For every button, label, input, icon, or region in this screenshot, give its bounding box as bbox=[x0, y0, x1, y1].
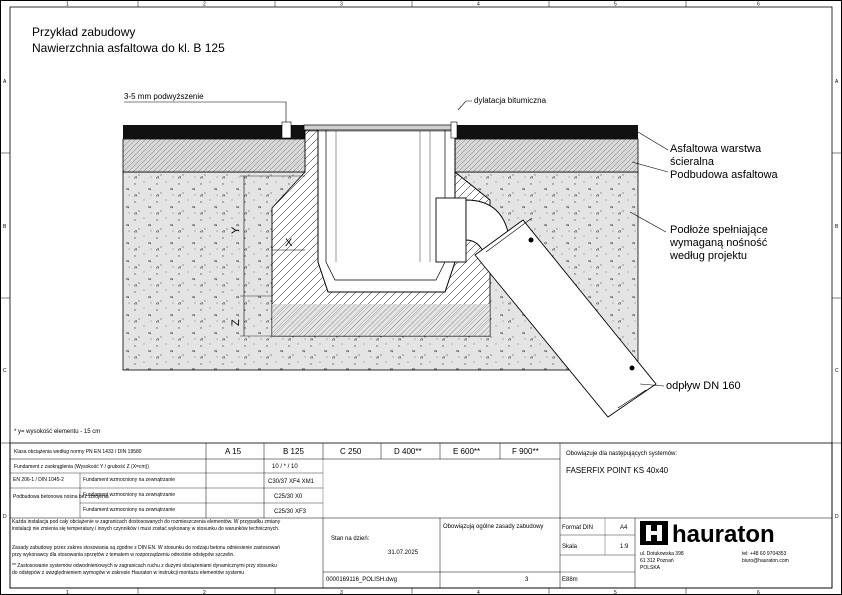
file-name: 0000169116_POLISH.dwg bbox=[326, 577, 397, 583]
norm-left: EN 206-1 / DIN 1045-2 bbox=[13, 477, 64, 483]
col-label: 5 bbox=[614, 590, 617, 595]
dims-label: Fundament z zaokrąglenia (Wysokość Y / grubość Z (X=cm)) bbox=[14, 464, 149, 470]
footnote: * y= wysokość elementu - 15 cm bbox=[14, 429, 101, 435]
row-label: A bbox=[3, 79, 7, 85]
col-label: 4 bbox=[477, 1, 480, 8]
address-line: 61 312 Poznań bbox=[640, 558, 674, 564]
col-label: 3 bbox=[340, 1, 343, 8]
hauraton-logo bbox=[640, 521, 775, 548]
row-label: C bbox=[835, 368, 839, 374]
row-label: D bbox=[835, 514, 839, 520]
phone: tel: +48 60 9704353 bbox=[742, 551, 787, 557]
address-line: POLSKA bbox=[640, 565, 661, 571]
label-base: Podbudowa asfaltowa bbox=[670, 169, 778, 181]
class-b125: B 125 bbox=[283, 447, 304, 456]
class-f900: F 900** bbox=[512, 447, 539, 456]
concrete-row-value: C25/30 X0 bbox=[274, 494, 303, 500]
concrete-row-label: Fundament wzmocniony na zewnątrzanie bbox=[83, 492, 175, 498]
row-label: C bbox=[3, 368, 7, 374]
dim-y-label: Y bbox=[230, 226, 242, 234]
pre-label: Podbudowa betonowa nośna bez zbrojenia bbox=[13, 494, 109, 500]
note-line: przy wykonawcy dla stosowania sprzętów z tematem w rozporządzeniu odnośnie odstępów szczelin. bbox=[12, 552, 235, 558]
system-name: FASERFIX POINT KS 40x40 bbox=[566, 466, 669, 475]
note-line: instalacji nie zmienia się temperatury i innych czynników i musi zostać wykonany w stosunku do warunków technicznych. bbox=[12, 526, 280, 532]
status-date: 31.07.2025 bbox=[388, 550, 419, 556]
label-outlet: odpływ DN 160 bbox=[666, 380, 741, 392]
class-e600: E 600** bbox=[453, 447, 481, 456]
class-c250: C 250 bbox=[340, 447, 362, 456]
format-value: A4 bbox=[620, 525, 628, 531]
revision: 3 bbox=[525, 577, 529, 583]
concrete-row-value: C30/37 XF4 XM1 bbox=[268, 479, 315, 485]
systems-label: Obowiązuje dla następujących systemów: bbox=[566, 451, 678, 457]
label-subgrade-2: wymaganą nośność bbox=[670, 237, 768, 249]
col-label: 3 bbox=[340, 590, 343, 595]
col-label: 1 bbox=[66, 590, 69, 595]
title-line-2: Nawierzchnia asfaltowa do kl. B 125 bbox=[32, 41, 225, 55]
address-line: ul. Dotukowska 398 bbox=[640, 551, 684, 557]
joint-marker bbox=[451, 122, 457, 138]
class-d400: D 400** bbox=[394, 447, 422, 456]
drawing-code: E88m bbox=[562, 577, 578, 583]
logo-text: hauraton bbox=[672, 521, 775, 548]
concrete-row-value: C25/30 XF3 bbox=[274, 509, 307, 515]
scale-value: 1:9 bbox=[620, 544, 629, 550]
note-line: Zasady zabudowy przez zakres stosowania są zgodne z DIN EN. W stosunku do rodzaju betonu odniesienie zastosowań bbox=[12, 545, 280, 551]
col-label: 4 bbox=[477, 590, 480, 595]
title-line-1: Przykład zabudowy bbox=[32, 25, 136, 39]
col-label: 1 bbox=[66, 1, 69, 8]
dims-value: 10 / * / 10 bbox=[272, 464, 298, 470]
col-label: 2 bbox=[203, 1, 206, 8]
label-joint: dylatacja bitumiczna bbox=[474, 96, 547, 105]
col-label: 5 bbox=[614, 1, 617, 8]
status-label: Stan na dzień: bbox=[331, 536, 370, 542]
class-header: Klasa obciążenia według normy PN EN 1433 / DIN 19580 bbox=[14, 449, 142, 455]
row-label: D bbox=[3, 514, 7, 520]
note-line: Każda instalacja pod cały obciążenie w zagranicach dostosowanych do rozmieszczenia elementów. W przypadku zmiany bbox=[12, 519, 281, 525]
raise-marker bbox=[282, 122, 291, 138]
col-label: 6 bbox=[757, 590, 760, 595]
row-label: B bbox=[3, 224, 7, 230]
note-line: do odstępów z uwzględnieniem wymogów w zakresie Hauraton w instrukcji montażu elementów systemu bbox=[12, 570, 245, 576]
general-rules: Obowiązują ogólne zasady zabudowy bbox=[443, 524, 544, 530]
col-label: 6 bbox=[757, 1, 760, 8]
concrete-row-label: Fundament wzmocniony na zewnątrzanie bbox=[83, 507, 175, 513]
note-line: ** Zastosowanie systemów odwodnieniowych w zagranicach ruchu z dużymi obciążeniami dynamicznymi przy stosunku bbox=[12, 563, 277, 569]
dim-x-label: X bbox=[285, 237, 293, 249]
row-label: A bbox=[835, 79, 839, 85]
label-asphalt-1: Asfaltowa warstwa bbox=[670, 143, 762, 155]
col-label: 2 bbox=[203, 590, 206, 595]
row-label: B bbox=[835, 224, 839, 230]
format-label: Format DIN bbox=[562, 525, 594, 531]
dim-z-label: Z bbox=[230, 319, 242, 326]
class-a15: A 15 bbox=[225, 447, 242, 456]
grate bbox=[304, 125, 454, 130]
scale-label: Skala bbox=[562, 544, 578, 550]
label-subgrade-1: Podłoże spełniające bbox=[670, 224, 768, 236]
label-raise: 3-5 mm podwyższenie bbox=[124, 92, 204, 101]
label-subgrade-3: według projektu bbox=[670, 250, 748, 262]
concrete-row-label: Fundament wzmocniony na zewnątrzanie bbox=[83, 477, 175, 483]
label-asphalt-2: ścieralna bbox=[670, 156, 715, 168]
email: biuro@hauraton.com bbox=[742, 558, 789, 564]
